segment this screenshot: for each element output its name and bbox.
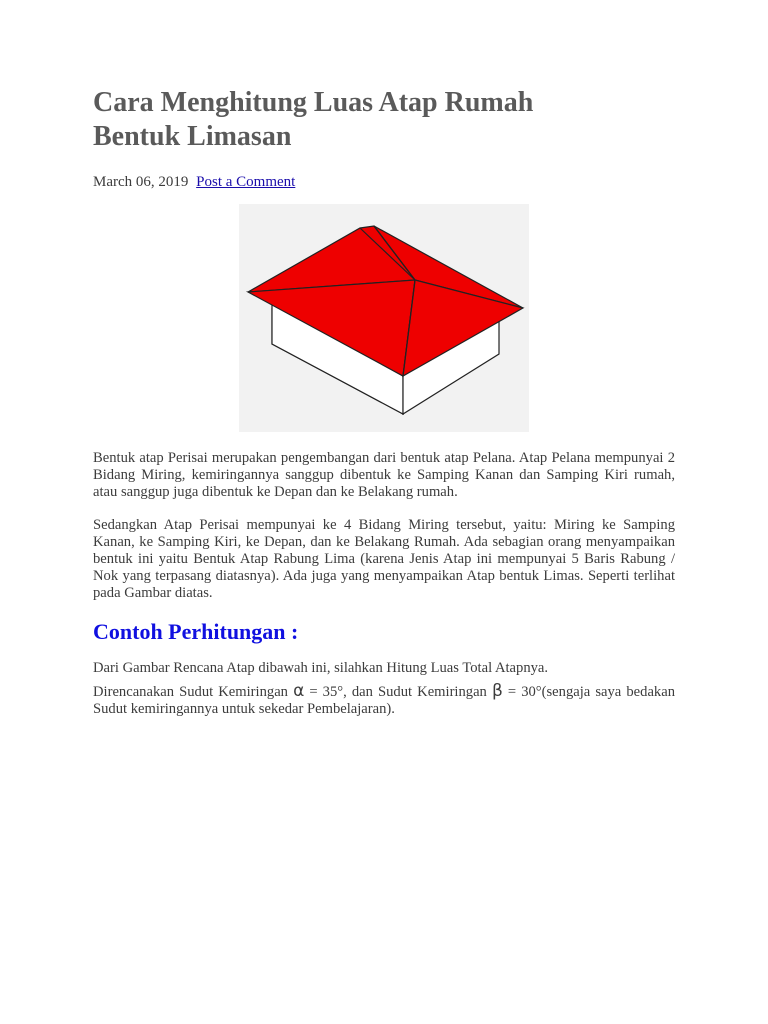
paragraph-2: Sedangkan Atap Perisai mempunyai ke 4 Bidang Miring tersebut, yaitu: Miring ke Samping Kanan, ke Samping Kiri, ke Depan, dan ke Belakang Rumah. Ada sebagian orang menyampaikan bentuk ini yaitu Bentuk Atap Rabung Lima (karena Jenis Atap ini mempunyai 5 Baris Rabung / Nok yang terpasang diatasnya). Ada juga yang menyampaikan Atap bentuk Limas. Seperti terlihat pada Gambar diatas.	[93, 517, 675, 601]
roof-illustration	[239, 204, 529, 432]
post-meta	[93, 172, 675, 192]
paragraph-1: Bentuk atap Perisai merupakan pengembangan dari bentuk atap Pelana. Atap Pelana mempunyai 2 Bidang Miring, kemiringannya sanggup dibentuk ke Samping Kanan dan Samping Kiri rumah, atau sanggup juga dibentuk ke Depan dan ke Belakang rumah.	[93, 450, 675, 500]
paragraph-4-part1: Direncanakan Sudut Kemiringan	[93, 684, 294, 700]
title-line-2: Bentuk Limasan	[93, 121, 292, 152]
post-comment-link[interactable]: Post a Comment	[196, 174, 296, 190]
article	[93, 86, 675, 717]
post-date: March 06, 2019	[93, 174, 189, 190]
section-heading: Contoh Perhitungan :	[93, 619, 299, 644]
paragraph-4-part2: = 35°, dan Sudut Kemiringan	[304, 684, 492, 700]
beta-symbol: β	[491, 681, 503, 701]
title-line-1: Cara Menghitung Luas Atap Rumah	[93, 87, 534, 118]
page-title	[93, 86, 675, 154]
paragraph-3: Dari Gambar Rencana Atap dibawah ini, silahkan Hitung Luas Total Atapnya.	[93, 660, 549, 676]
paragraph-4-part3: = 30°(sengaja saya bedakan Sudut kemiringannya untuk sekedar Pembelajaran).	[93, 684, 675, 717]
paragraph-4	[93, 683, 675, 718]
hip-roof-drawing	[239, 204, 529, 432]
alpha-symbol: α	[293, 681, 305, 701]
